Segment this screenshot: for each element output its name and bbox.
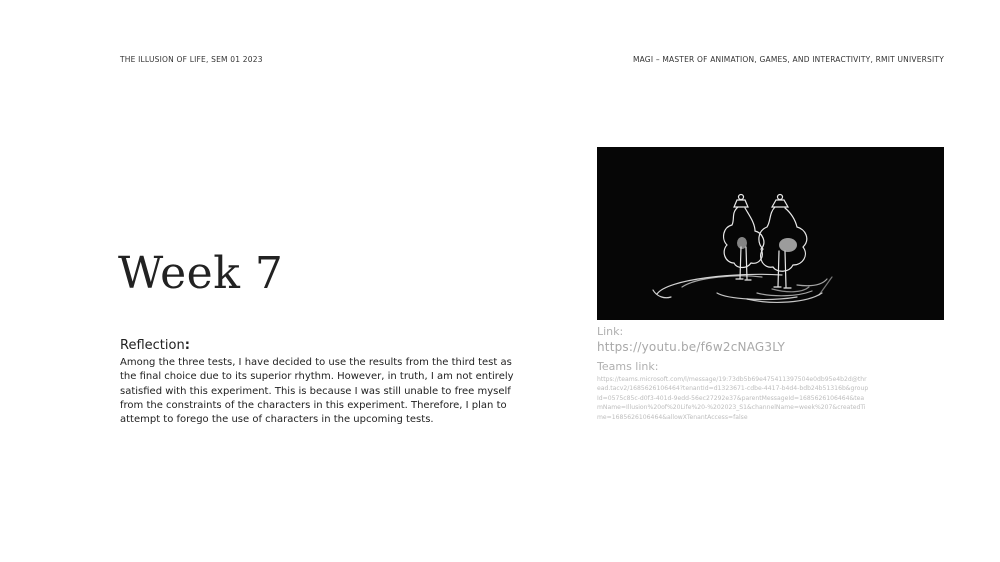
header-program-title: MAGI – MASTER OF ANIMATION, GAMES, AND INTERACTIVITY, RMIT UNIVERSITY (632, 55, 944, 64)
reflection-body: Among the three tests, I have decided to use the results from the third test as the final choice due to its superior rhythm. However, in truth, I am not entirely satisfied with this experiment. This is because I was still unable to free myself from the constraints of the characters in this experiment. Therefore, I plan to attempt to forego the use of characters in the upcoming tests. (120, 357, 514, 426)
video-thumbnail[interactable] (597, 147, 944, 320)
link-label: Link: (597, 325, 624, 338)
reflection-label: Reflection (120, 338, 185, 353)
page-title: Week 7 (118, 248, 284, 299)
youtube-link[interactable]: https://youtu.be/f6w2cNAG3LY (597, 340, 786, 354)
teams-link-label: Teams link: (597, 360, 659, 373)
reflection-colon: : (184, 338, 190, 353)
reflection-heading (120, 338, 190, 353)
header-course-title: THE ILLUSION OF LIFE, SEM 01 2023 (120, 55, 263, 64)
animation-still-image (597, 147, 944, 320)
teams-link[interactable]: https://teams.microsoft.com/l/message/19:73db5b69e475411397504e0db95e4b2d@thread.tacv2/1685626106464?tenantId=d1323671-cdbe-4417-b4d4-bdb24b51316b&groupId=0575c85c-d0f3-401d-9edd-56ec27292e37&parentMessageId=1685626106464&teamName=Illusion%20of%20Life%20-%202023_S1&channelName=week%207&createdTime=1685626106464&allowXTenantAccess=false (597, 376, 869, 421)
